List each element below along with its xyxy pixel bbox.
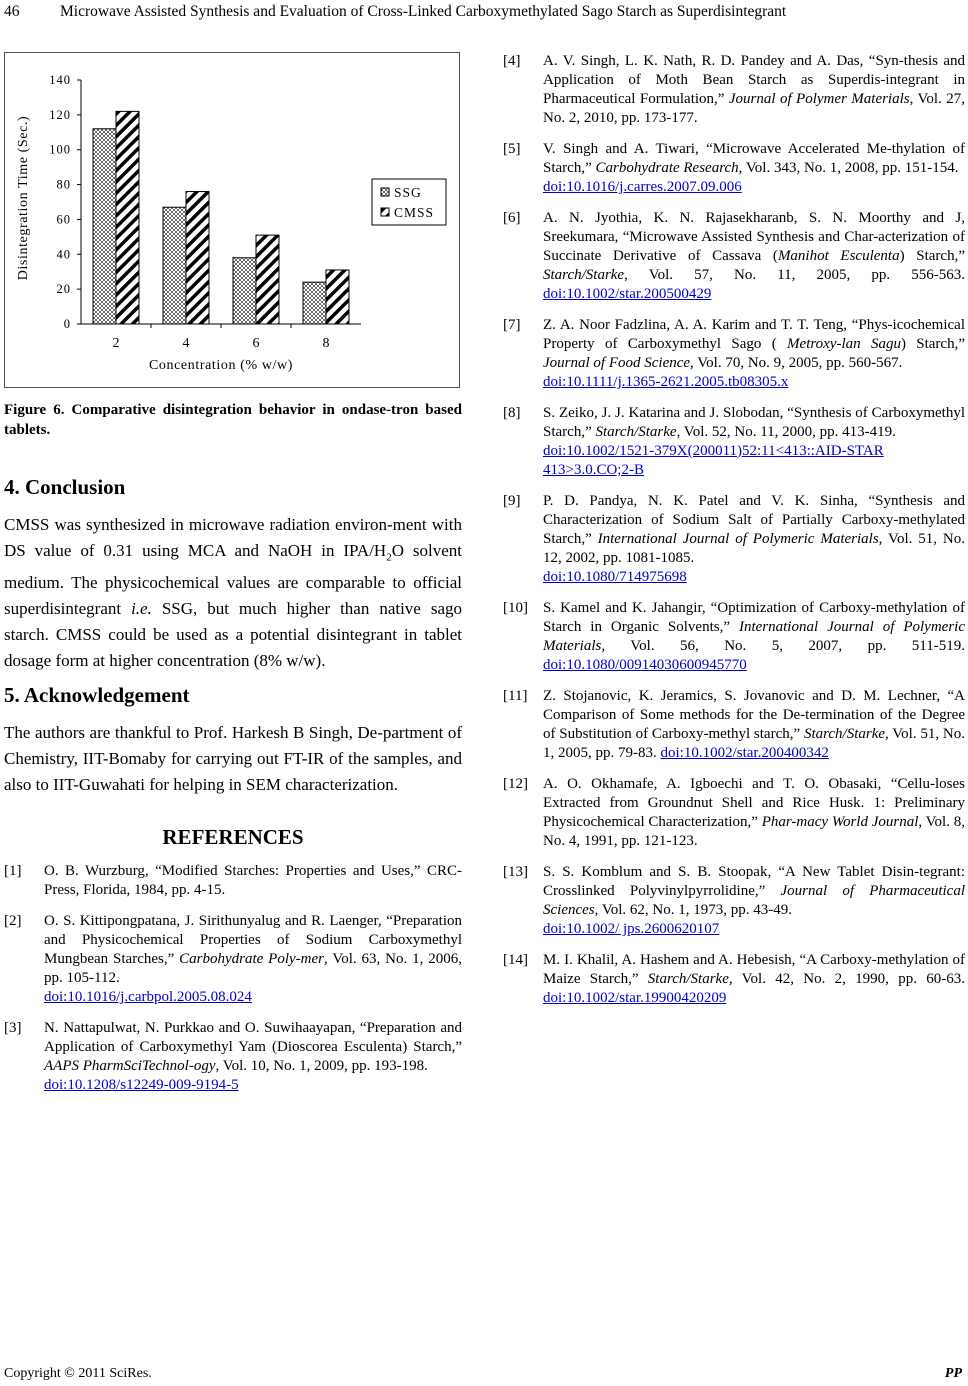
y-axis-label: Disintegration Time (Sec.): [16, 115, 31, 281]
acknowledgement-heading: 5. Acknowledgement: [4, 683, 190, 708]
reference-number: [5]: [503, 141, 521, 157]
journal-name: Metroxy-lan Sagu: [787, 336, 901, 352]
page-footer: [4, 1366, 962, 1382]
reference-item: [6] A. N. Jyothia, K. N. Rajasekharanb, S. N. Moorthy and J, Sreekumara, “Microwave Assisted Synthesis and Char-acterization of Succinate Derivative of Cassava (Manihot Esculenta) Starch,” Starch/Starke, Vol. 57, No. 11, 2005, pp. 556-563. doi:10.1002/star.200500429: [503, 210, 965, 302]
journal-name: Manihot Esculenta: [777, 248, 900, 264]
journal-name: Journal of Food Science: [543, 355, 691, 371]
conclusion-heading: 4. Conclusion: [4, 475, 126, 499]
reference-item: [12] A. O. Okhamafe, A. Igboechi and T. O. Obasaki, “Cellu-loses Extracted from Groundnut Shell and Rice Husk. 1: Preliminary Physicochemical Characterization,” Phar-macy World Journal, Vol. 8, No. 4, 1991, pp. 121-123.: [503, 776, 965, 849]
doi-link[interactable]: doi:10.1016/j.carres.2007.09.006: [543, 179, 742, 195]
reference-number: [2]: [4, 913, 22, 930]
conclusion-text: CMSS was synthesized in microwave radiation environ-ment with DS value of 0.31 using MCA and NaOH in IPA/$H_2O$ solvent medium. The physicochemical values are comparable to official superdisintegrant i.e. SSG, but much higher than native sago starch. CMSS could be used as a potential disintegrant in tablet dosage form at higher concentration (8% w/w).: [4, 515, 462, 671]
references-heading: REFERENCES: [162, 825, 304, 850]
journal-name: AAPS PharmSciTechnol-ogy: [44, 1058, 216, 1075]
bar-ssg: [233, 258, 256, 324]
doi-link[interactable]: doi:10.1016/j.carbpol.2005.08.024: [44, 989, 252, 1006]
reference-item: [10] S. Kamel and K. Jahangir, “Optimization of Carboxy-methylation of Starch in Organic Solvents,” International Journal of Polymeric Materials, Vol. 56, No. 5, 2007, pp. 511-519. doi:10.1080/00914030600945770: [503, 600, 965, 673]
left-column: [4, 52, 462, 1107]
acknowledgement-text: The authors are thankful to Prof. Harkesh B Singh, De-partment of Chemistry, IIT-Bomaby for carrying out FT-IR of the samples, and also to IIT-Guwahati for helping in SEM characterization.: [4, 723, 462, 795]
journal-abbreviation: PP: [944, 1366, 962, 1381]
x-axis-label: Concentration (% w/w): [148, 358, 294, 373]
y-tick-label: 40: [56, 247, 71, 262]
doi-link[interactable]: doi:10.1080/00914030600945770: [543, 657, 747, 673]
journal-name: Journal of Polymer Materials: [728, 91, 910, 107]
doi-link[interactable]: doi:10.1080/714975698: [543, 569, 687, 585]
reference-item: [1] O. B. Wurzburg, “Modified Starches: Properties and Uses,” CRC-Press, Florida, 1984, pp. 4-15.: [4, 863, 462, 899]
bar-cmss: [186, 192, 209, 324]
journal-name: Carbohydrate Poly-mer: [179, 951, 324, 968]
references-left: [4, 862, 462, 1095]
legend-label: CMSS: [394, 205, 435, 220]
journal-name: Journal of Pharmaceutical Sciences: [543, 883, 965, 918]
figure-caption: Figure 6. Comparative disintegration behavior in ondase-tron based tablets.: [4, 402, 462, 438]
reference-item: [4] A. V. Singh, L. K. Nath, R. D. Pandey and A. Das, “Syn-thesis and Application of Moth Bean Starch as Superdis-integrant in Pharmaceutical Formulation,” Journal of Polymer Materials, Vol. 27, No. 2, 2010, pp. 173-177.: [503, 53, 966, 126]
reference-number: [8]: [503, 405, 521, 421]
y-tick-label: 120: [49, 107, 71, 122]
reference-number: [3]: [4, 1020, 22, 1037]
bar-cmss: [256, 235, 279, 324]
reference-item: [13] S. S. Komblum and S. B. Stoopak, “A New Tablet Disin-tegrant: Crosslinked Polyvinylpyrrolidine,” Journal of Pharmaceutical Sciences, Vol. 62, No. 1, 1973, pp. 43-49. doi:10.1002/ jps.2600620107: [503, 864, 965, 937]
journal-name: Phar-macy World Journal: [761, 814, 919, 830]
y-tick-label: 0: [63, 317, 71, 331]
references-right: [503, 52, 965, 1008]
reference-item: [3] N. Nattapulwat, N. Purkkao and O. Suwihaayapan, “Preparation and Application of Carboxymethyl Yam (Dioscorea Esculenta) Starch,” AAPS PharmSciTechnol-ogy, Vol. 10, No. 1, 2009, pp. 193-198. doi:10.1208/s12249-009-9194-5: [4, 1020, 462, 1094]
bar-ssg: [303, 282, 326, 324]
journal-name: Starch/Starke: [543, 267, 625, 283]
x-tick-label: 4: [182, 336, 190, 351]
journal-name: Starch/Starke: [595, 424, 677, 440]
x-tick-label: 2: [112, 336, 120, 351]
reference-item: [7] Z. A. Noor Fadzlina, A. A. Karim and T. T. Teng, “Phys-icochemical Property of Carboxymethyl Sago ( Metroxy-lan Sagu) Starch,” Journal of Food Science, Vol. 70, No. 9, 2005, pp. 560-567. doi:10.1111/j.1365-2621.2005.tb08305.x: [503, 317, 965, 390]
reference-item: [11] Z. Stojanovic, K. Jeramics, S. Jovanovic and D. M. Lechner, “A Comparison of Some methods for the De-termination of the Degree of Substitution of Carboxy-methyl starch,” Starch/Starke, Vol. 51, No. 1, 2005, pp. 79-83. doi:10.1002/star.200400342: [503, 688, 965, 761]
reference-number: [4]: [503, 53, 521, 69]
figure-6: [4, 52, 460, 388]
y-tick-label: 20: [56, 282, 71, 297]
page-header: [0, 0, 968, 24]
page-number: 46: [4, 3, 20, 20]
doi-link[interactable]: doi:10.1002/star.200500429: [543, 286, 712, 302]
copyright: Copyright © 2011 SciRes.: [4, 1366, 152, 1381]
reference-item: [5] V. Singh and A. Tiwari, “Microwave Accelerated Me-thylation of Starch,” Carbohydrate Research, Vol. 343, No. 1, 2008, pp. 151-154. doi:10.1016/j.carres.2007.09.006: [503, 141, 965, 195]
doi-link[interactable]: doi:10.1208/s12249-009-9194-5: [44, 1077, 239, 1094]
journal-name: Carbohydrate Research: [595, 160, 739, 176]
doi-link[interactable]: doi:10.1111/j.1365-2621.2005.tb08305.x: [543, 374, 789, 390]
y-tick-label: 60: [56, 212, 71, 227]
right-column: [503, 52, 965, 1020]
legend-swatch-cmss: [381, 208, 389, 216]
bar-ssg: [93, 129, 116, 324]
reference-number: [10]: [503, 600, 528, 616]
journal-name: International Journal of Polymeric Materials: [543, 619, 965, 654]
x-tick-label: 8: [322, 336, 330, 351]
bar-ssg: [163, 207, 186, 324]
journal-name: Starch/Starke: [803, 726, 886, 742]
running-title: Microwave Assisted Synthesis and Evaluation of Cross-Linked Carboxymethylated Sago Starch as Superdisintegrant: [60, 3, 787, 20]
reference-item: [9] P. D. Pandya, N. K. Patel and V. K. Sinha, “Synthesis and Characterization of Sodium Salt of Partially Carboxy-methylated Starch,” International Journal of Polymeric Materials, Vol. 51, No. 12, 2002, pp. 1081-1085. doi:10.1080/714975698: [503, 493, 965, 585]
reference-number: [6]: [503, 210, 521, 226]
reference-item: [2] O. S. Kittipongpatana, J. Sirithunyalug and R. Laenger, “Preparation and Physicochemical Properties of Sodium Carboxymethyl Mungbean Starches,” Carbohydrate Poly-mer, Vol. 63, No. 1, 2006, pp. 105-112. doi:10.1016/j.carbpol.2005.08.024: [4, 913, 462, 1006]
doi-link[interactable]: doi:10.1002/1521-379X(200011)52:11<413::AID-STAR 413>3.0.CO;2-B: [543, 443, 884, 478]
legend-label: SSG: [394, 185, 422, 200]
reference-number: [14]: [503, 952, 528, 968]
y-tick-label: 100: [49, 142, 71, 157]
x-tick-label: 6: [252, 336, 260, 351]
journal-name: Starch/Starke: [647, 971, 729, 987]
reference-number: [12]: [503, 776, 528, 792]
reference-number: [13]: [503, 864, 528, 880]
reference-number: [11]: [503, 688, 528, 704]
doi-link[interactable]: doi:10.1002/star.19900420209: [543, 990, 727, 1006]
journal-name: International Journal of Polymeric Materials: [597, 531, 879, 547]
y-tick-label: 140: [49, 73, 71, 87]
bar-cmss: [116, 111, 139, 324]
legend-swatch-ssg: [381, 188, 389, 196]
doi-link[interactable]: doi:10.1002/ jps.2600620107: [543, 921, 720, 937]
reference-item: [8] S. Zeiko, J. J. Katarina and J. Slobodan, “Synthesis of Carboxymethyl Starch,” Starch/Starke, Vol. 52, No. 11, 2000, pp. 413-419. doi:10.1002/1521-379X(200011)52:11<413::AID-STAR 413>3.0.CO;2-B: [503, 405, 965, 478]
reference-number: [9]: [503, 493, 521, 509]
bar-cmss: [326, 270, 349, 324]
reference-item: [14] M. I. Khalil, A. Hashem and A. Hebesish, “A Carboxy-methylation of Maize Starch,” Starch/Starke, Vol. 42, No. 2, 1990, pp. 60-63. doi:10.1002/star.19900420209: [503, 952, 965, 1006]
y-tick-label: 80: [56, 177, 71, 192]
reference-number: [1]: [4, 863, 22, 880]
reference-number: [7]: [503, 317, 521, 333]
doi-link[interactable]: doi:10.1002/star.200400342: [660, 745, 829, 761]
bar-chart: [5, 53, 459, 387]
